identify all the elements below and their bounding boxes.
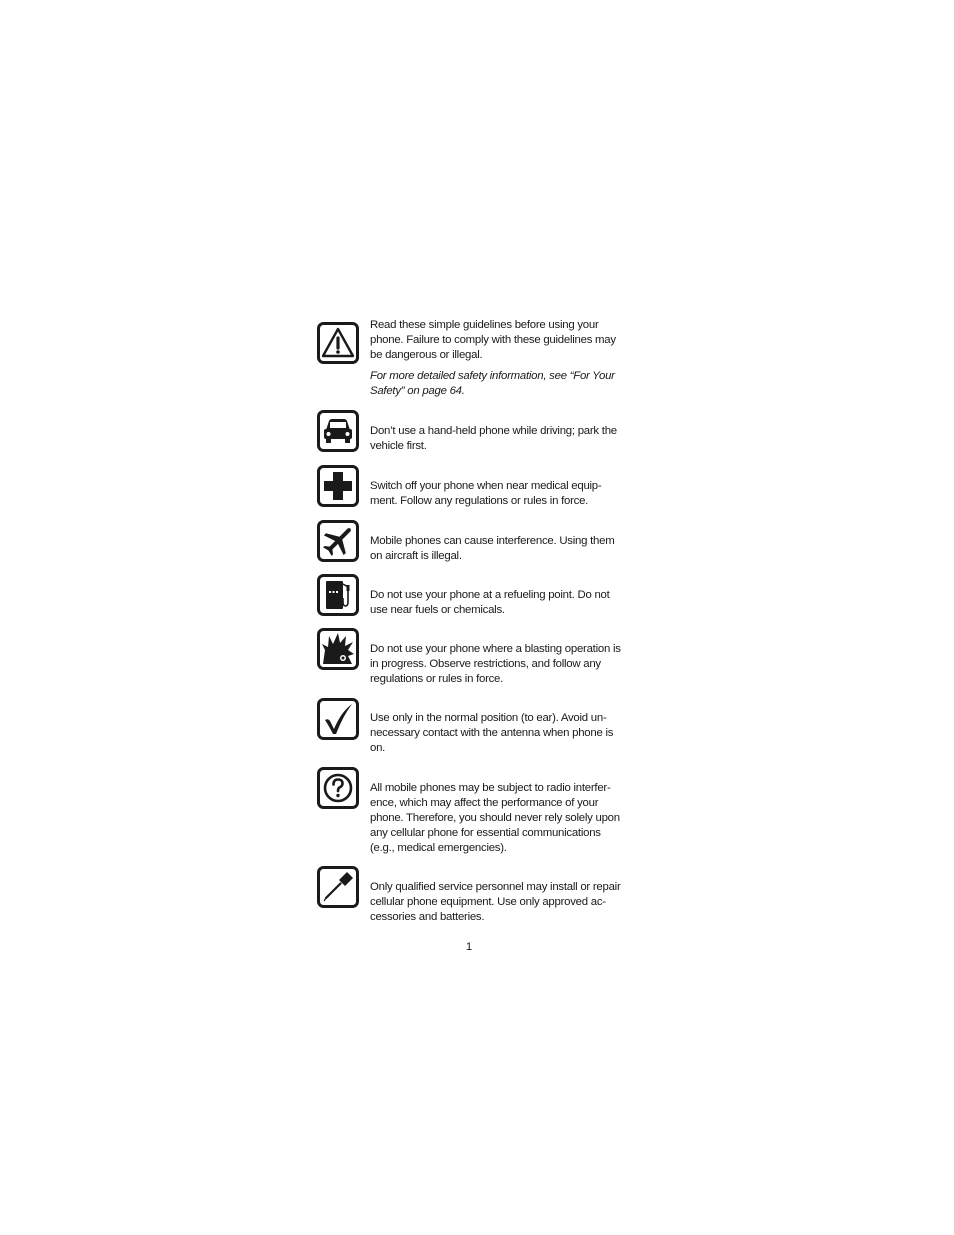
guideline-text: Switch off your phone when near medical equip-ment. Follow any regulations or rules in force. — [370, 480, 602, 507]
explosion-icon — [317, 628, 359, 670]
guideline-text: All mobile phones may be subject to radio interfer-ence, which may affect the performance of your phone. Therefore, you should never rely solely upon any cellular phone for essential communications (e.g., medical emergencies). — [370, 782, 620, 854]
guideline-text: Only qualified service personnel may install or repair cellular phone equipment. Use only approved ac-cessories and batteries. — [370, 881, 621, 923]
screwdriver-icon — [317, 866, 359, 908]
guideline-text: Mobile phones can cause interference. Using them on aircraft is illegal. — [370, 535, 615, 562]
guideline-text: Don’t use a hand-held phone while driving; park the vehicle first. — [370, 425, 617, 452]
fuel-pump-icon — [317, 574, 359, 616]
guideline-text: Do not use your phone where a blasting operation is in progress. Observe restrictions, and follow any regulations or rules in force. — [370, 643, 621, 685]
warning-icon — [317, 322, 359, 364]
question-mark-icon — [317, 767, 359, 809]
page-number: 1 — [465, 941, 473, 953]
checkmark-icon — [317, 698, 359, 740]
car-icon — [317, 410, 359, 452]
airplane-icon — [317, 520, 359, 562]
guideline-text: Use only in the normal position (to ear). Avoid un-necessary contact with the antenna when phone is on. — [370, 712, 614, 754]
guideline-text: Read these simple guidelines before using your phone. Failure to comply with these guidelines may be dangerous or illegal. — [370, 319, 616, 361]
safety-reference-note: For more detailed safety information, see “For Your Safety” on page 64. — [370, 370, 615, 397]
medical-cross-icon — [317, 465, 359, 507]
guideline-text: Do not use your phone at a refueling point. Do not use near fuels or chemicals. — [370, 589, 610, 616]
